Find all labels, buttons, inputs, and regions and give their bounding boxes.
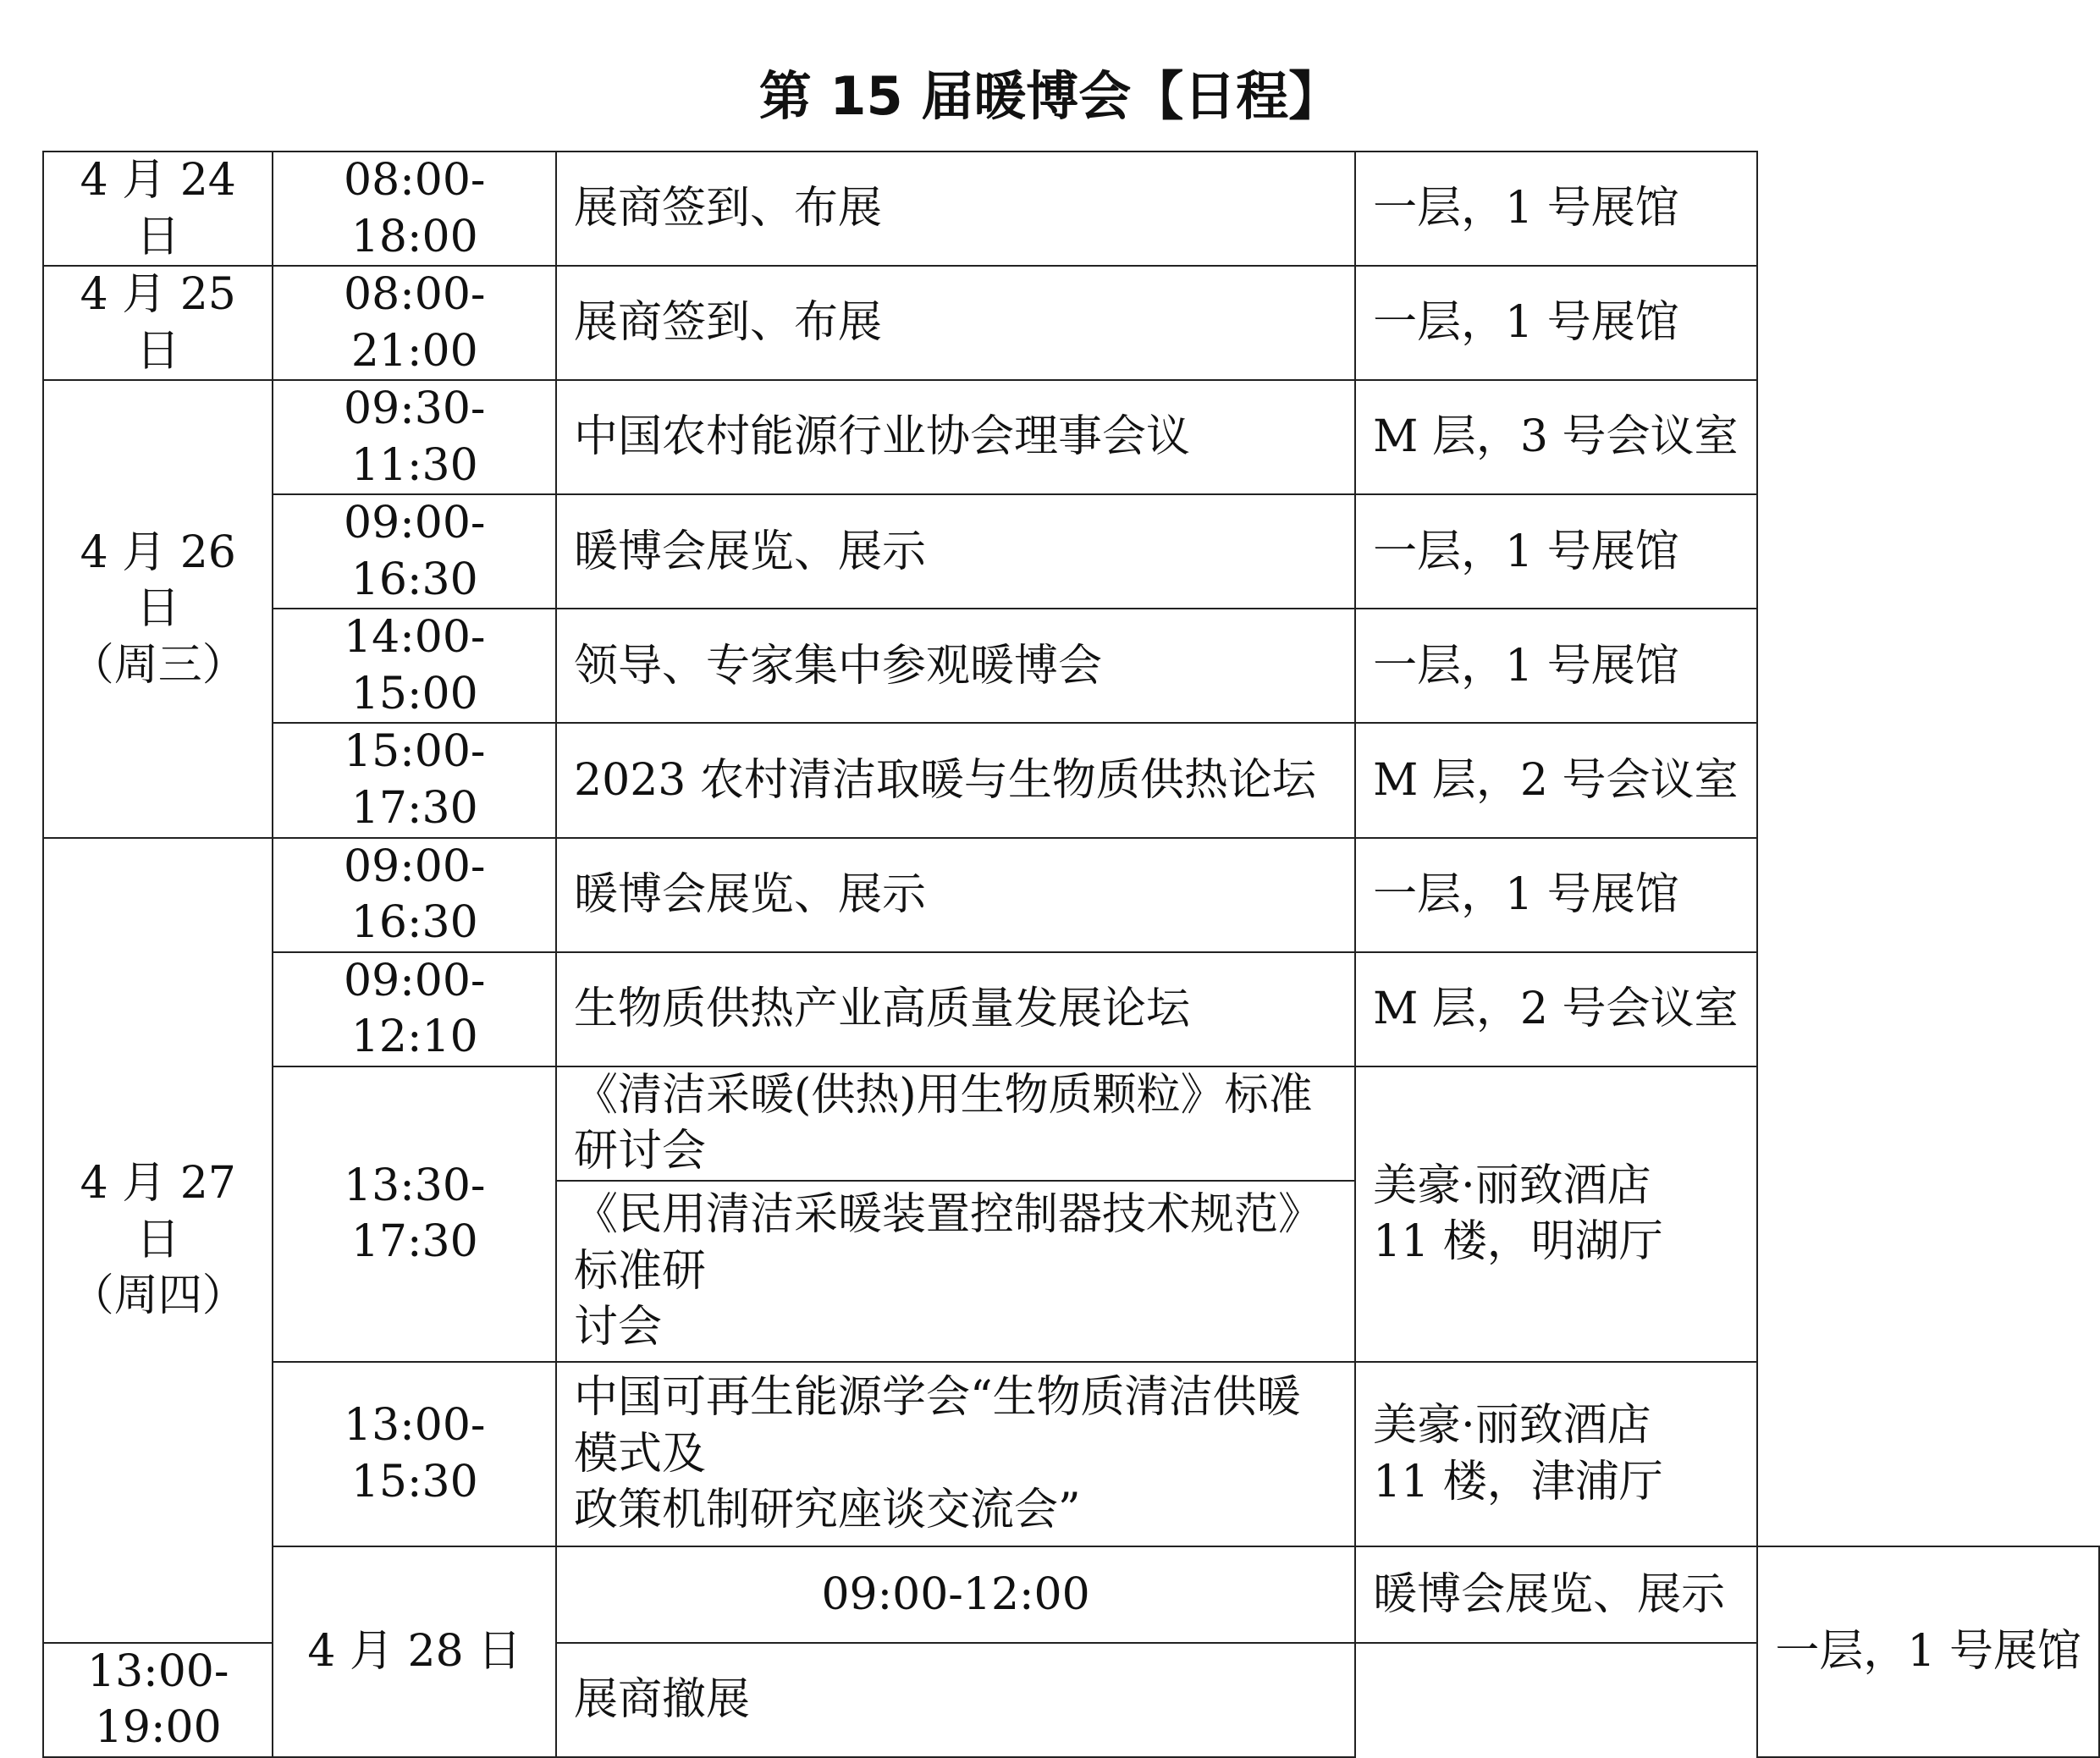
venue-line: 11 楼，津浦厅 bbox=[1373, 1456, 1663, 1507]
weekday-text: （周三） bbox=[69, 639, 246, 691]
table-row bbox=[43, 380, 2099, 494]
venue-cell: M 层，2 号会议室 bbox=[1355, 723, 1757, 837]
event-cell: 2023 农村清洁取暖与生物质供热论坛 bbox=[556, 723, 1355, 837]
date-cell bbox=[43, 380, 273, 837]
time-cell: 13:30-17:30 bbox=[273, 1066, 556, 1362]
table-row bbox=[43, 152, 2099, 266]
table-row bbox=[43, 609, 2099, 723]
time-cell: 08:00-21:00 bbox=[273, 266, 556, 380]
venue-cell: 一层，1 号展馆 bbox=[1355, 494, 1757, 609]
venue-cell: 一层，1 号展馆 bbox=[1355, 838, 1757, 952]
page-title: 第 15 届暖博会【日程】 bbox=[758, 65, 1342, 127]
venue-cell: M 层，2 号会议室 bbox=[1355, 952, 1757, 1066]
time-cell: 09:30-11:30 bbox=[273, 380, 556, 494]
event-cell: 展商撤展 bbox=[556, 1643, 1355, 1757]
time-cell: 09:00-12:10 bbox=[273, 952, 556, 1066]
event-cell: 暖博会展览、展示 bbox=[556, 494, 1355, 609]
venue-cell: 一层，1 号展馆 bbox=[1355, 609, 1757, 723]
table-row bbox=[43, 723, 2099, 837]
table-row bbox=[43, 1546, 2099, 1643]
event-cell bbox=[556, 1181, 1355, 1362]
venue-cell: M 层，3 号会议室 bbox=[1355, 380, 1757, 494]
event-line: 《民用清洁采暖装置控制器技术规范》标准研 bbox=[574, 1189, 1323, 1297]
time-cell: 15:00-17:30 bbox=[273, 723, 556, 837]
time-cell: 13:00-15:30 bbox=[273, 1362, 556, 1546]
time-cell: 08:00-18:00 bbox=[273, 152, 556, 266]
date-text: 4 月 27 日 bbox=[80, 1158, 236, 1265]
time-cell: 14:00-15:00 bbox=[273, 609, 556, 723]
table-row bbox=[43, 1362, 2099, 1546]
schedule-table bbox=[42, 151, 2100, 1758]
date-cell bbox=[43, 838, 273, 1643]
venue-line: 美豪·丽致酒店 bbox=[1373, 1400, 1651, 1452]
table-row bbox=[43, 838, 2099, 952]
venue-cell: 一层，1 号展馆 bbox=[1757, 1546, 2099, 1757]
venue-cell bbox=[1355, 1066, 1757, 1362]
venue-line: 美豪·丽致酒店 bbox=[1373, 1160, 1651, 1211]
table-row bbox=[43, 266, 2099, 380]
event-line: 讨会 bbox=[574, 1302, 663, 1353]
date-cell: 4 月 25 日 bbox=[43, 266, 273, 380]
date-cell: 4 月 28 日 bbox=[273, 1546, 556, 1757]
time-cell: 13:00-19:00 bbox=[43, 1643, 273, 1757]
event-cell bbox=[556, 1362, 1355, 1546]
weekday-text: （周四） bbox=[69, 1270, 246, 1322]
venue-cell bbox=[1355, 1362, 1757, 1546]
time-cell: 09:00-16:30 bbox=[273, 838, 556, 952]
table-row bbox=[43, 952, 2099, 1066]
table-row bbox=[43, 1066, 2099, 1181]
time-cell: 09:00-16:30 bbox=[273, 494, 556, 609]
venue-line: 11 楼，明湖厅 bbox=[1373, 1216, 1663, 1268]
date-cell: 4 月 24 日 bbox=[43, 152, 273, 266]
date-text: 4 月 26 日 bbox=[80, 526, 236, 635]
table-row bbox=[43, 494, 2099, 609]
event-cell: 中国农村能源行业协会理事会议 bbox=[556, 380, 1355, 494]
time-cell: 09:00-12:00 bbox=[556, 1546, 1355, 1643]
event-cell: 《清洁采暖(供热)用生物质颗粒》标准研讨会 bbox=[556, 1066, 1355, 1181]
venue-cell: 一层，1 号展馆 bbox=[1355, 266, 1757, 380]
event-cell: 生物质供热产业高质量发展论坛 bbox=[556, 952, 1355, 1066]
event-line: 政策机制研究座谈交流会” bbox=[574, 1485, 1081, 1536]
event-cell: 展商签到、布展 bbox=[556, 266, 1355, 380]
event-cell: 领导、专家集中参观暖博会 bbox=[556, 609, 1355, 723]
event-line: 中国可再生能源学会“生物质清洁供暖模式及 bbox=[574, 1372, 1301, 1480]
event-cell: 暖博会展览、展示 bbox=[556, 838, 1355, 952]
event-cell: 展商签到、布展 bbox=[556, 152, 1355, 266]
venue-cell: 一层，1 号展馆 bbox=[1355, 152, 1757, 266]
event-cell: 暖博会展览、展示 bbox=[1355, 1546, 1757, 1643]
